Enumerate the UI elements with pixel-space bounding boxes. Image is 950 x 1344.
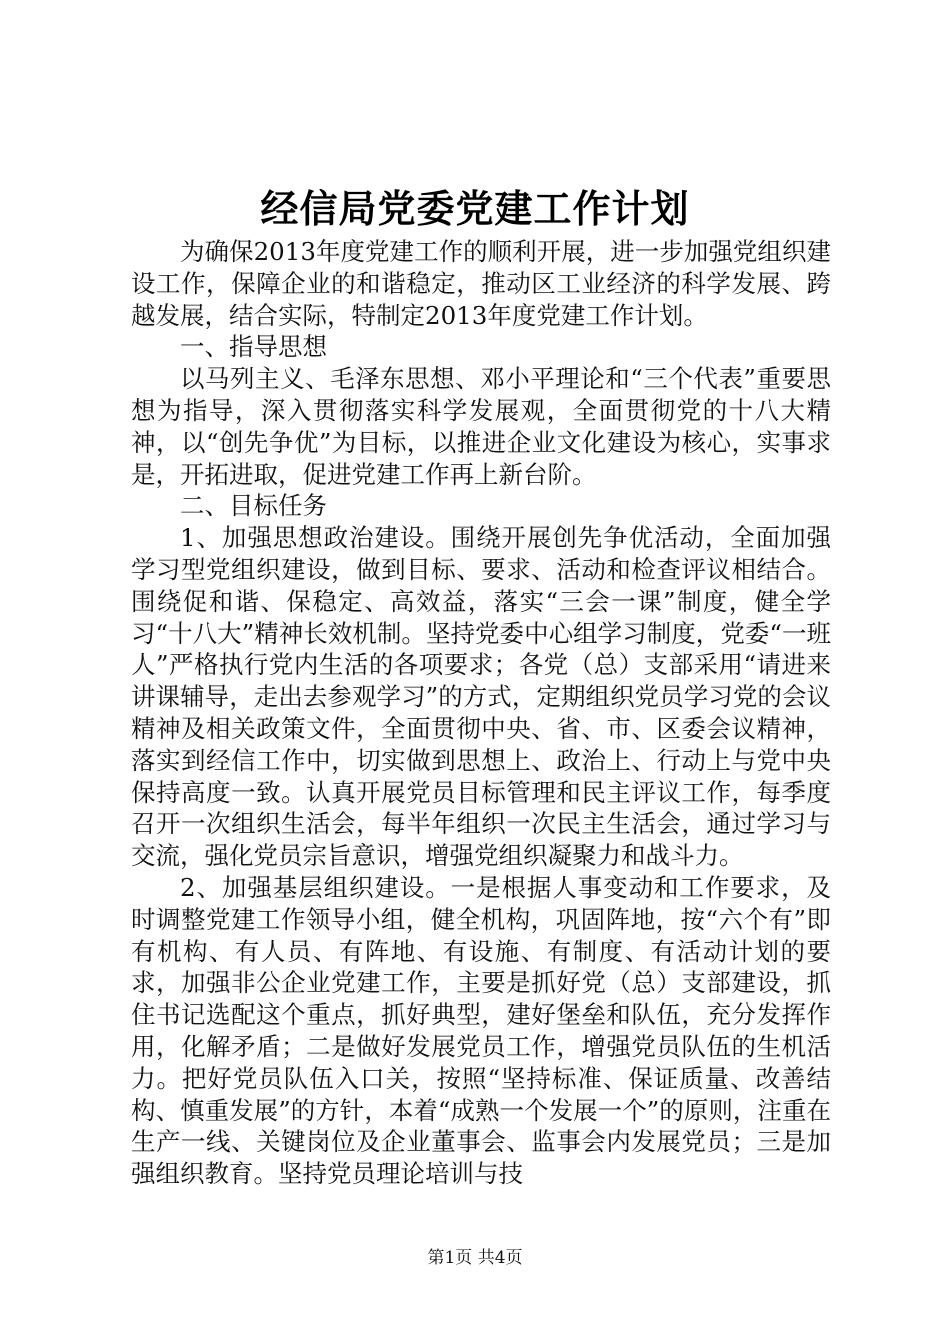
document-title: 经信局党委党建工作计划 [260,186,690,231]
paragraph-intro: 为确保2013年度党建工作的顺利开展，进一步加强党组织建设工作，保障企业的和谐稳定，推动区工业经济的科学发展、跨越发展，结合实际，特制定2013年度党建工作计划。 [131,237,831,330]
page-footer: 第1页 共4页 [427,1248,523,1268]
paragraph-objective-2: 2、加强基层组织建设。一是根据人事变动和工作要求，及时调整党建工作领导小组，健全机构，巩固阵地，按“六个有”即有机构、有人员、有阵地、有设施、有制度、有活动计划的要求，加强非公企业党建工作，主要是抓好党（总）支部建设，抓住书记选配这个重点，抓好典型，建好堡垒和队伍，充分发挥作用，化解矛盾；二是做好发展党员工作，增强党员队伍的生机活力。把好党员队伍入口关，按照“坚持标准、保证质量、改善结构、慎重发展”的方针，本着“成熟一个发展一个”的原则，注重在生产一线、关键岗位及企业董事会、监事会内发展党员；三是加强组织教育。坚持党员理论培训与技 [131,872,831,1189]
section-heading-objectives: 二、目标任务 [180,491,327,521]
paragraph-guiding-thought: 以马列主义、毛泽东思想、邓小平理论和“三个代表”重要思想为指导，深入贯彻落实科学发展观，全面贯彻党的十八大精神，以“创先争优”为目标，以推进企业文化建设为核心，实事求是，开拓进取，促进党建工作再上新台阶。 [131,364,831,489]
section-heading-guiding-thought: 一、指导思想 [180,332,327,362]
document-body [131,236,831,1190]
paragraph-objective-1: 1、加强思想政治建设。围绕开展创先争优活动，全面加强学习型党组织建设，做到目标、要求、活动和检查评议相结合。围绕促和谐、保稳定、高效益，落实“三会一课”制度，健全学习“十八大”精神长效机制。坚持党委中心组学习制度，党委“一班人”严格执行党内生活的各项要求；各党（总）支部采用“请进来讲课辅导，走出去参观学习”的方式，定期组织党员学习党的会议精神及相关政策文件，全面贯彻中央、省、市、区委会议精神，落实到经信工作中，切实做到思想上、政治上、行动上与党中央保持高度一致。认真开展党员目标管理和民主评议工作，每季度召开一次组织生活会，每半年组织一次民主生活会，通过学习与交流，强化党员宗旨意识，增强党组织凝聚力和战斗力。 [131,523,831,871]
